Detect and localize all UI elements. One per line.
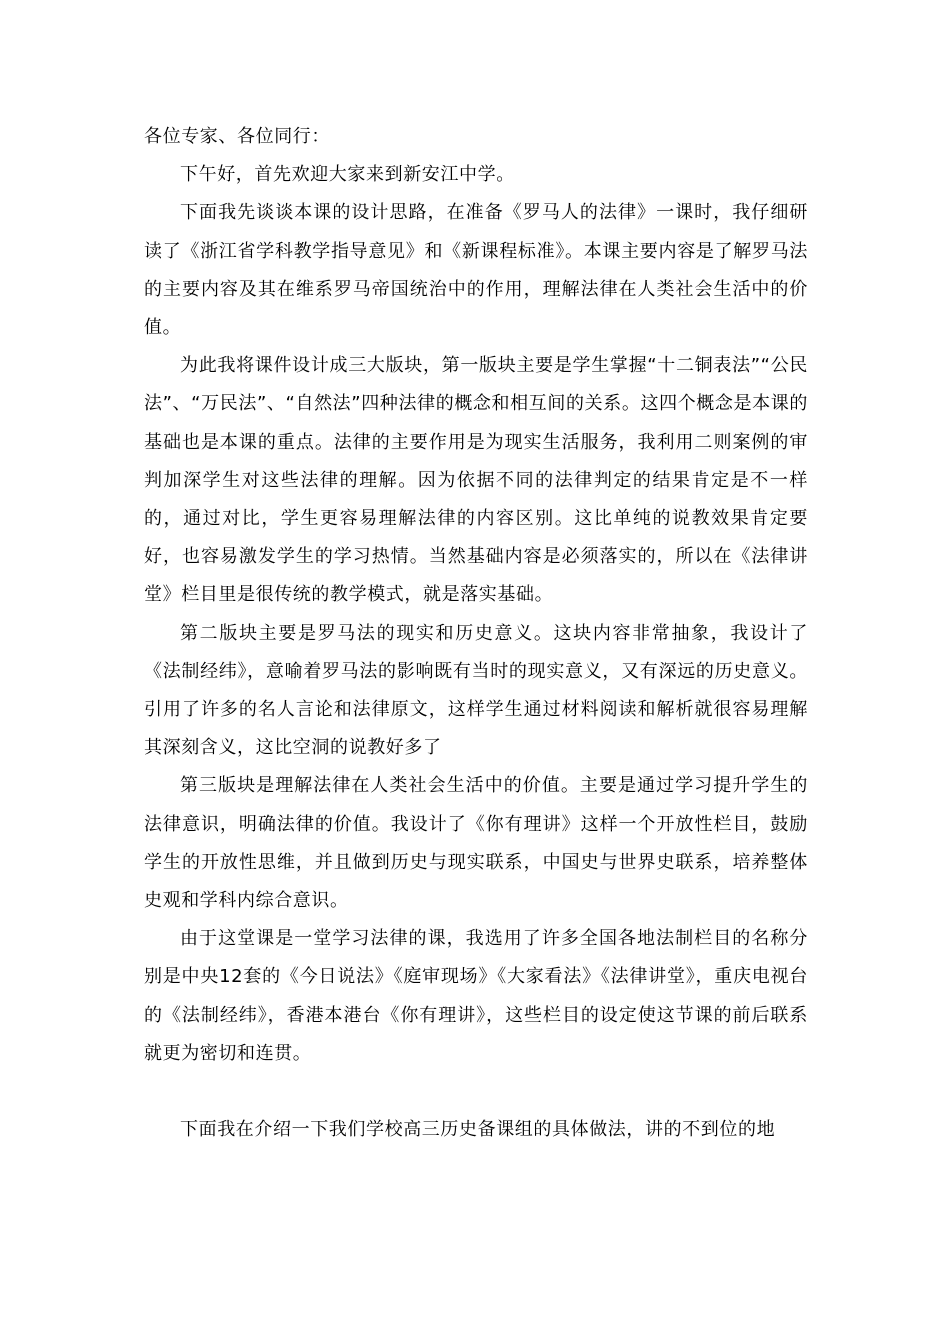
paragraph-tv-programs: 由于这堂课是一堂学习法律的课，我选用了许多全国各地法制栏目的名称分别是中央12套的《今日说法》《庭审现场》《大家看法》《法律讲堂》，重庆电视台的《法制经纬》，香港本港台《你有理讲》，这些栏目的设定使这节课的前后联系就更为密切和连贯。: [144, 928, 808, 1064]
paragraph-design-idea: 下面我先谈谈本课的设计思路，在准备《罗马人的法律》一课时，我仔细研读了《浙江省学科教学指导意见》和《新课程标准》。本课主要内容是了解罗马法的主要内容及其在维系罗马帝国统治中的作用，理解法律在人类社会生活中的价值。: [144, 202, 808, 339]
paragraph-section-three: 第三版块是理解法律在人类社会生活中的价值。主要是通过学习提升学生的法律意识，明确法律的价值。我设计了《你有理讲》这样一个开放性栏目，鼓励学生的开放性思维，并且做到历史与现实联系，中国史与世界史联系，培养整体史观和学科内综合意识。: [144, 775, 808, 912]
paragraph-team-intro: 下面我在介绍一下我们学校高三历史备课组的具体做法，讲的不到位的地: [180, 1119, 776, 1141]
paragraph-section-two: 第二版块主要是罗马法的现实和历史意义。这块内容非常抽象，我设计了《法制经纬》，意喻着罗马法的影响既有当时的现实意义，又有深远的历史意义。引用了许多的名人言论和法律原文，这样学生通过材料阅读和解析就很容易理解其深刻含义，这比空洞的说教好多了: [144, 622, 808, 759]
salutation: 各位专家、各位同行：: [144, 126, 330, 147]
document-body: [144, 118, 808, 1149]
paragraph-greeting: 下午好，首先欢迎大家来到新安江中学。: [180, 164, 515, 186]
paragraph-section-one: 为此我将课件设计成三大版块，第一版块主要是学生掌握“十二铜表法”“公民法”、“万民法”、“自然法”四种法律的概念和相互间的关系。这四个概念是本课的基础也是本课的重点。法律的主要作用是为现实生活服务，我利用二则案例的审判加深学生对这些法律的理解。因为依据不同的法律判定的结果肯定是不一样的，通过对比，学生更容易理解法律的内容区别。这比单纯的说教效果肯定要好，也容易激发学生的学习热情。当然基础内容是必须落实的，所以在《法律讲堂》栏目里是很传统的教学模式，就是落实基础。: [144, 355, 808, 606]
